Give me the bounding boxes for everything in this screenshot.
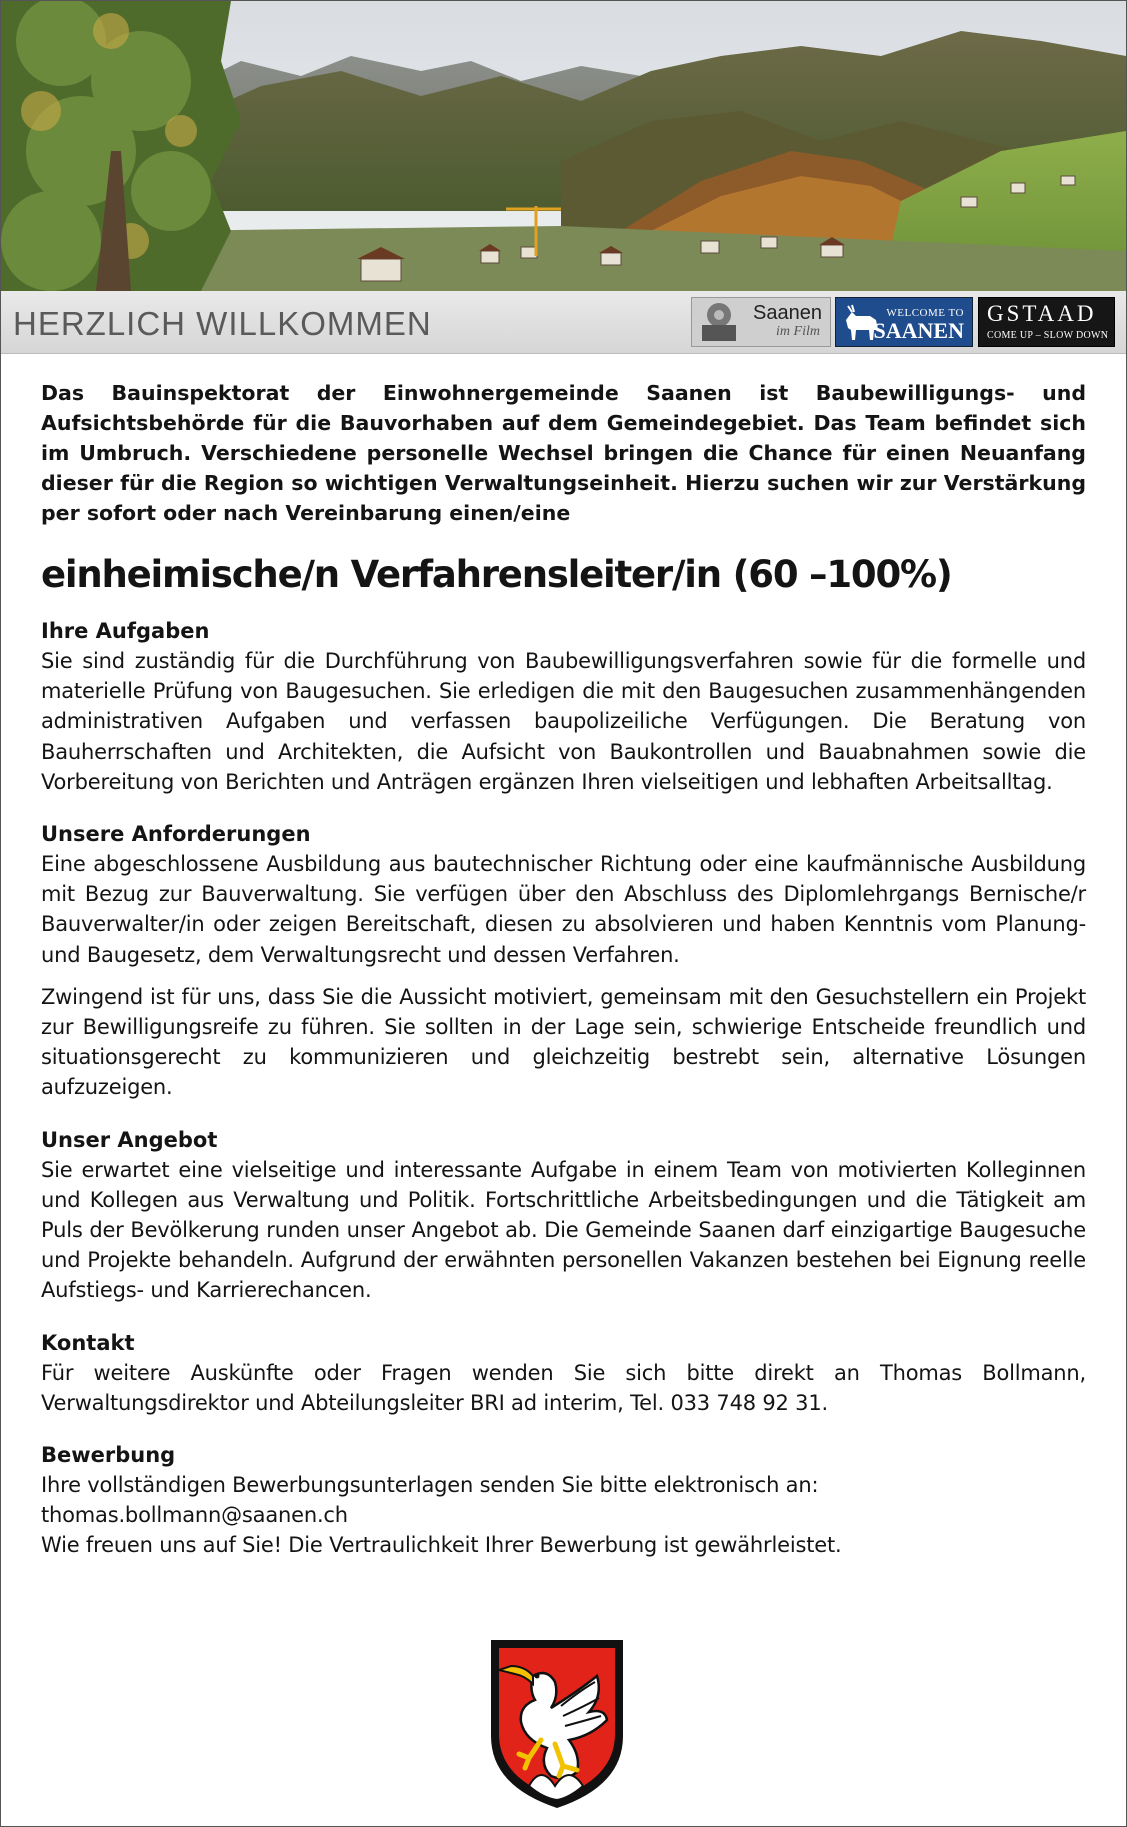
saanen-im-film-logo — [691, 297, 831, 347]
section-heading-angebot: Unser Angebot — [41, 1127, 218, 1152]
job-title: einheimische/n Verfahrensleiter/in (60 –100%) — [41, 553, 952, 596]
section-heading-anforderungen: Unsere Anforderungen — [41, 822, 311, 847]
welcome-heading: HERZLICH WILLKOMMEN — [13, 305, 432, 342]
section-text-anforderungen-2: Zwingend ist für uns, dass Sie die Aussicht motiviert, gemeinsam mit den Gesuchstellern ein Projekt zur Bewilligungsreife zu führen. Sie sollten in der Lage sein, schwierige Entscheide freundlich und situationsgerecht zu kommunizieren und gleichzeitig bestrebt sein, alternative Lösungen aufzuzeigen. — [41, 984, 1086, 1100]
saanen-coat-of-arms-icon — [485, 1636, 629, 1812]
welcome-to-saanen-logo — [835, 297, 973, 347]
section-heading-bewerbung: Bewerbung — [41, 1443, 176, 1468]
gstaad-logo-tagline: COME UP – SLOW DOWN — [987, 330, 1109, 341]
welcome-banner — [1, 291, 1126, 354]
film-logo-title: Saanen — [753, 302, 822, 324]
section-heading-aufgaben: Ihre Aufgaben — [41, 619, 210, 643]
gstaad-logo — [978, 297, 1115, 347]
bewerbung-email-link[interactable]: thomas.bollmann@saanen.ch — [41, 1503, 348, 1528]
intro-paragraph: Das Bauinspektorat der Einwohnergemeinde Saanen ist Baubewilligungs- und Aufsichtsbehörde für die Bauvorhaben auf dem Gemeindegebiet. Das Team befindet sich im Umbruch. Verschiedene personelle Wechsel bringen die Chance für einen Neuanfang dieser für die Region so wichtigen Verwaltungseinheit. Hierzu suchen wir zur Verstärkung per sofort oder nach Vereinbarung einen/eine — [41, 381, 1086, 525]
section-heading-kontakt: Kontakt — [41, 1330, 135, 1355]
section-text-anforderungen-1: Eine abgeschlossene Ausbildung aus bautechnischer Richtung oder eine kaufmännische Ausbildung mit Bezug zur Bauverwaltung. Sie verfügen über den Abschluss des Diplomlehrgangs Bernische/r Bauverwalter/in oder zeigen Bereitschaft, diesen zu absolvieren und haben Kenntnis vom Planung- und Baugesetz, dem Verwaltungsrecht und dessen Verfahren. — [41, 852, 1086, 967]
saanen-logo-name: SAANEN — [873, 318, 964, 343]
saanen-logo-welcome: WELCOME TO — [886, 307, 964, 319]
bewerbung-closing: Wie freuen uns auf Sie! Die Vertraulichkeit Ihrer Bewerbung ist gewährleistet. — [41, 1533, 842, 1558]
ad-body — [41, 378, 1086, 1561]
header-landscape-image — [1, 1, 1126, 291]
film-logo-subtitle: im Film — [776, 324, 820, 339]
gstaad-logo-name: GSTAAD — [987, 301, 1097, 326]
bewerbung-instruction: Ihre vollständigen Bewerbungsunterlagen senden Sie bitte elektronisch an: — [41, 1473, 819, 1498]
film-camera-icon — [696, 299, 742, 345]
section-text-angebot: Sie erwartet eine vielseitige und interessante Aufgabe in einem Team von motivierten Kolleginnen und Kollegen aus Verwaltung und Politik. Fortschrittliche Arbeitsbedingungen und die Tätigkeit am Puls der Bevölkerung runden unser Angebot ab. Die Gemeinde Saanen darf einzigartige Baugesuche und Projekte behandeln. Aufgrund der erwähnten personellen Vakanzen bestehen bei Eignung reelle Aufstiegs- und Karrierechancen. — [41, 1157, 1086, 1303]
section-text-kontakt: Für weitere Auskünfte oder Fragen wenden Sie sich bitte direkt an Thomas Bollmann, Verwaltungsdirektor und Abteilungsleiter BRI ad interim, Tel. 033 748 92 31. — [41, 1360, 1086, 1415]
section-text-aufgaben: Sie sind zuständig für die Durchführung von Baubewilligungsverfahren sowie für die formelle und materielle Prüfung von Baugesuchen. Sie erledigen die mit den Baugesuchen zusammenhängenden administrativen Aufgaben und verfassen baupolizeiliche Verfügungen. Die Beratung von Bauherrschaften und Architekten, die Aufsicht von Baukontrollen und Bauabnahmen sowie die Vorbereitung von Berichten und Anträgen ergänzen Ihren vielseitigen und lebhaften Arbeitsalltag. — [41, 649, 1086, 794]
